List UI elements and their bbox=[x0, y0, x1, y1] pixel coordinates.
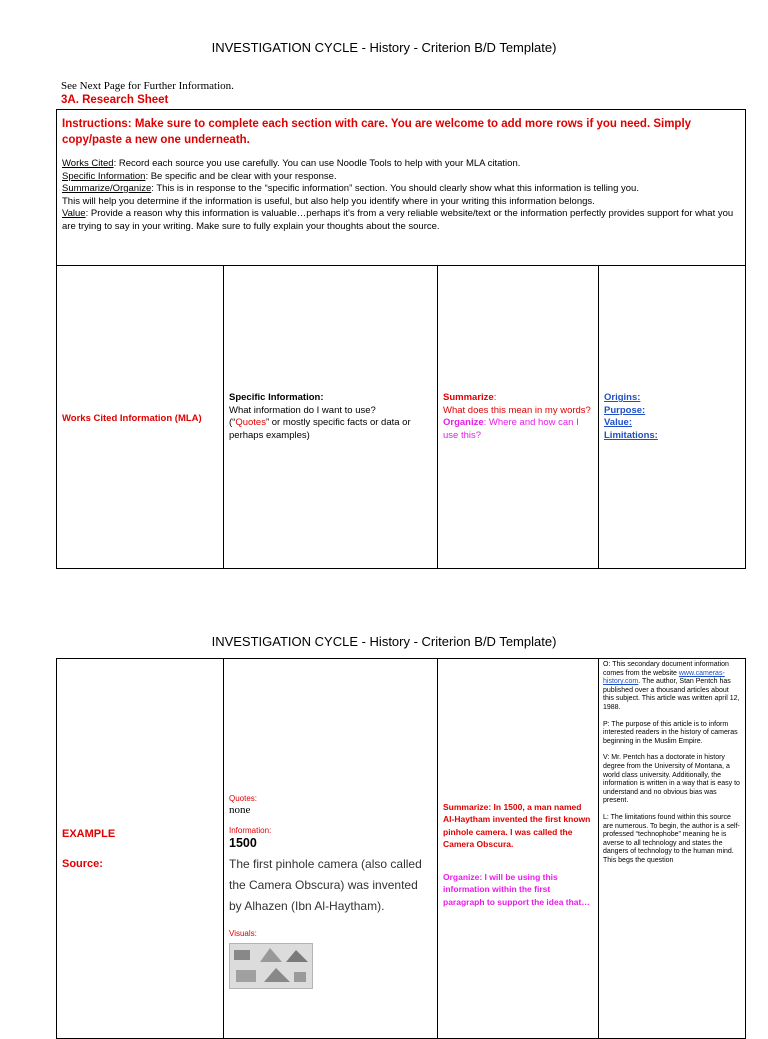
opvl-limitations: L: The limitations found within this source are numerous. To begin, the author is a self-professed “technophobe” meaning he is averse to all technology and states the dangers of technology to the human mind. This begs the question bbox=[603, 813, 740, 864]
specific-instruction: Specific Information: Be specific and be clear with your response. bbox=[62, 170, 337, 182]
value-instruction: Value: Provide a reason why this information is valuable…perhaps it's from a very reliable website/text or the information perfectly provides support for what you are trying to say in your writing. Make sure to fully explain your thoughts about the source. bbox=[62, 208, 734, 232]
source-label: Source: bbox=[62, 857, 103, 870]
example-opvl-cell bbox=[599, 659, 746, 1039]
organize-text: Organize: I will be using this information within the first paragraph to support the idea that… bbox=[443, 871, 590, 907]
visuals-label: Visuals: bbox=[229, 929, 257, 938]
opvl-purpose: P: The purpose of this article is to inform interested readers in the history of cameras beginning in the Muslim Empire. bbox=[603, 720, 738, 745]
source-link[interactable]: www.cameras-history.com bbox=[603, 669, 725, 686]
information-text: The first pinhole camera (also called the Camera Obscura) was invented by Alhazen (Ibn Al-Haytham). bbox=[229, 857, 422, 913]
summarize-instruction: Summarize/Organize: This is in response to the “specific information” section. You should clearly show what this information is telling you. bbox=[62, 183, 639, 194]
summarize-instruction-2: This will help you determine if the information is useful, but also help you identify where in your writing this information belongs. bbox=[62, 195, 595, 207]
instructions-heading: Instructions: Make sure to complete each section with care. You are welcome to add more rows if you need. Simply copy/paste a new one underneath. bbox=[62, 118, 692, 146]
camera-obscura-icon bbox=[230, 944, 312, 988]
instructions-cell bbox=[57, 110, 746, 266]
opvl-value: V: Mr. Pentch has a doctorate in history degree from the University of Montana, a world class university. Additionally, the information is written in a way that is easy to understand and no obvious bias was present. bbox=[603, 754, 740, 805]
quotes-label: Quotes: bbox=[229, 794, 258, 803]
specific-info-header: Specific Information: What information do I want to use? (“Quotes” or mostly specific facts or data or perhaps examples) bbox=[224, 266, 438, 569]
camera-obscura-image bbox=[229, 943, 313, 989]
summarize-text: Summarize: In 1500, a man named Al-Haytham invented the first known pinhole camera. I was called the Camera Obscura. bbox=[443, 801, 591, 850]
information-label: Information: bbox=[229, 826, 272, 835]
example-table bbox=[56, 658, 746, 1039]
example-label: EXAMPLE bbox=[62, 827, 116, 840]
section-heading: 3A. Research Sheet bbox=[61, 94, 169, 106]
summarize-organize-header: Summarize: What does this mean in my words? Organize: Where and how can I use this? bbox=[438, 266, 599, 569]
example-source-cell bbox=[57, 659, 224, 1039]
opvl-header: Origins: Purpose: Value: Limitations: bbox=[599, 266, 746, 569]
page-title: INVESTIGATION CYCLE - History - Criterion B/D Template) bbox=[211, 40, 557, 55]
opvl-origins: O: This secondary document information comes from the website www.cameras-history.com. The author, Stan Pentch has published over a thousand articles about this subject. This article was written april 12, 1988. bbox=[603, 661, 740, 711]
page-title-2: INVESTIGATION CYCLE - History - Criterion B/D Template) bbox=[211, 634, 557, 649]
example-specific-cell bbox=[224, 659, 438, 1039]
works-cited-instruction: Works Cited: Record each source you use carefully. You can use Noodle Tools to help with your MLA citation. bbox=[62, 158, 521, 169]
research-sheet-table bbox=[56, 109, 746, 569]
information-value: 1500 bbox=[229, 836, 257, 850]
quotes-value: none bbox=[229, 804, 251, 816]
see-next-note: See Next Page for Further Information. bbox=[61, 80, 234, 92]
example-summarize-cell bbox=[438, 659, 599, 1039]
works-cited-header: Works Cited Information (MLA) bbox=[57, 266, 224, 569]
